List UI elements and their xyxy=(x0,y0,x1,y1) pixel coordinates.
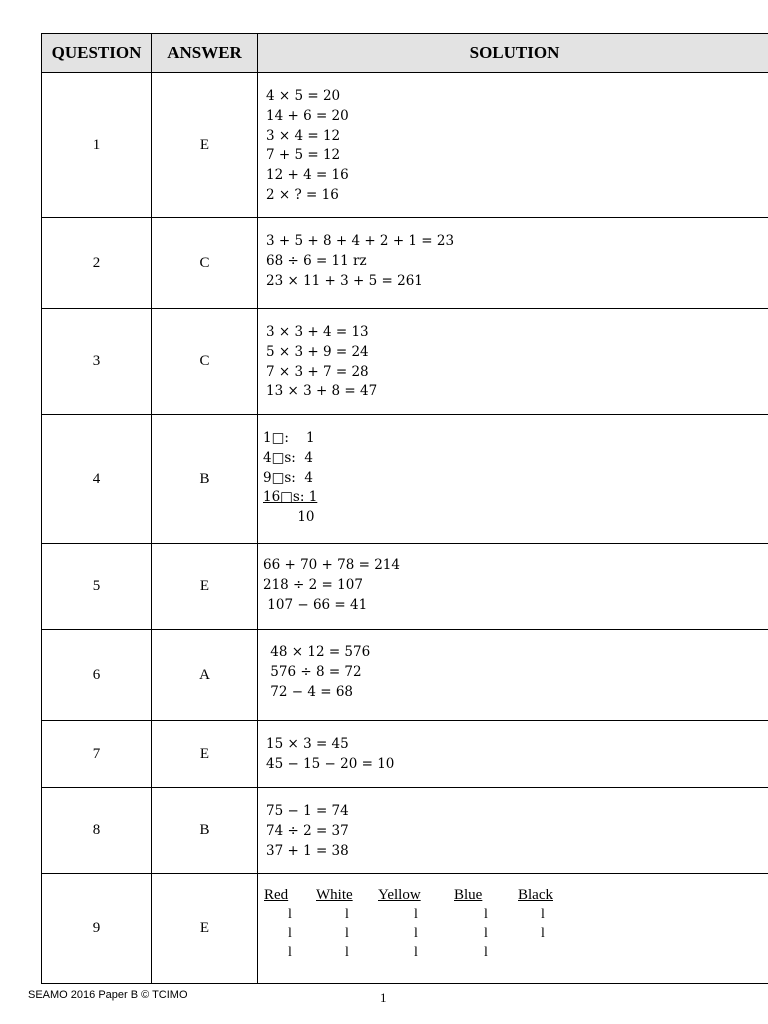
question-number: 1 xyxy=(42,73,152,218)
answer-letter: B xyxy=(152,415,258,544)
solution-line: 107 − 66 = 41 xyxy=(263,596,368,613)
table-row xyxy=(42,630,768,721)
solution-cell xyxy=(258,544,768,630)
solution-line: 7 + 5 = 12 xyxy=(266,147,341,164)
solution-line: 4□s: 4 xyxy=(263,449,313,466)
footer-copyright: SEAMO 2016 Paper B © TCIMO xyxy=(28,989,188,1001)
tally-mark: l xyxy=(484,926,488,941)
table-row xyxy=(42,874,768,984)
header-row xyxy=(42,34,768,73)
table-row xyxy=(42,721,768,788)
tally-mark: l xyxy=(541,926,545,941)
solution-cell xyxy=(258,309,768,415)
table-row xyxy=(42,415,768,544)
answer-letter: E xyxy=(152,544,258,630)
solution-line: 16□s: 1 xyxy=(263,489,318,506)
solution-cell xyxy=(258,874,768,984)
solution-line: 13 × 3 + 8 = 47 xyxy=(266,383,378,400)
question-number: 2 xyxy=(42,218,152,309)
solution-table xyxy=(41,33,768,984)
solution-line: 45 − 15 − 20 = 10 xyxy=(266,755,395,772)
color-header: Blue xyxy=(454,887,483,903)
solution-line: 3 × 3 + 4 = 13 xyxy=(266,324,369,340)
solution-line: 7 × 3 + 7 = 28 xyxy=(266,363,369,380)
tally-mark: l xyxy=(414,926,418,941)
solution-line: 12 + 4 = 16 xyxy=(266,167,349,184)
solution-line: 14 + 6 = 20 xyxy=(266,107,349,124)
table-row xyxy=(42,544,768,630)
solution-line: 37 + 1 = 38 xyxy=(266,842,349,859)
tally-mark xyxy=(518,943,568,962)
tally-mark: l xyxy=(345,926,349,941)
solution-line: 3 × 4 = 12 xyxy=(266,127,341,144)
tally-mark: l xyxy=(345,907,349,922)
solution-line: 68 ÷ 6 = 11 rz xyxy=(266,252,367,269)
solution-cell xyxy=(258,218,768,309)
solution-line: 74 ÷ 2 = 37 xyxy=(266,822,349,839)
answer-letter: A xyxy=(152,630,258,721)
table-row xyxy=(42,73,768,218)
question-number: 8 xyxy=(42,788,152,874)
question-number: 3 xyxy=(42,309,152,415)
table-row xyxy=(42,218,768,309)
solution-total: 10 xyxy=(263,509,315,526)
solution-line: 218 ÷ 2 = 107 xyxy=(263,576,363,593)
solution-cell xyxy=(258,73,768,218)
tally-mark: l xyxy=(414,907,418,922)
tally-mark: l xyxy=(484,945,488,960)
solution-cell xyxy=(258,721,768,788)
table-row xyxy=(42,788,768,874)
header-solution: SOLUTION xyxy=(258,34,768,73)
solution-line: 2 × ? = 16 xyxy=(266,186,339,203)
solution-cell xyxy=(258,788,768,874)
question-number: 9 xyxy=(42,874,152,984)
solution-line: 15 × 3 = 45 xyxy=(266,736,349,752)
header-answer: ANSWER xyxy=(152,34,258,73)
color-tally-grid xyxy=(258,874,768,962)
answer-letter: B xyxy=(152,788,258,874)
solution-line: 3 + 5 + 8 + 4 + 2 + 1 = 23 xyxy=(266,233,455,249)
solution-line: 4 × 5 = 20 xyxy=(266,88,341,104)
tally-mark: l xyxy=(288,945,292,960)
answer-letter: E xyxy=(152,73,258,218)
solution-line: 75 − 1 = 74 xyxy=(266,803,349,819)
tally-mark: l xyxy=(414,945,418,960)
question-number: 7 xyxy=(42,721,152,788)
question-number: 5 xyxy=(42,544,152,630)
answer-letter: C xyxy=(152,218,258,309)
tally-mark: l xyxy=(288,907,292,922)
answer-letter: E xyxy=(152,874,258,984)
solution-line: 48 × 12 = 576 xyxy=(266,644,371,660)
question-number: 6 xyxy=(42,630,152,721)
tally-mark: l xyxy=(484,907,488,922)
question-number: 4 xyxy=(42,415,152,544)
table-row xyxy=(42,309,768,415)
page-number: 1 xyxy=(380,990,387,1005)
solution-line: 72 − 4 = 68 xyxy=(266,683,354,700)
solution-line: 5 × 3 + 9 = 24 xyxy=(266,343,369,360)
solution-cell xyxy=(258,415,768,544)
color-header: White xyxy=(316,887,353,903)
solution-line: 23 × 11 + 3 + 5 = 261 xyxy=(266,272,423,289)
color-header: Black xyxy=(518,887,553,903)
solution-line: 9□s: 4 xyxy=(263,469,313,486)
answer-letter: E xyxy=(152,721,258,788)
solution-line: 576 ÷ 8 = 72 xyxy=(266,663,362,680)
tally-mark: l xyxy=(541,907,545,922)
solution-line: 66 + 70 + 78 = 214 xyxy=(263,557,400,573)
header-question: QUESTION xyxy=(42,34,152,73)
color-header: Red xyxy=(264,887,289,903)
color-header: Yellow xyxy=(378,887,421,903)
solution-cell xyxy=(258,630,768,721)
answer-letter: C xyxy=(152,309,258,415)
solution-line: 1□: 1 xyxy=(263,430,315,446)
tally-mark: l xyxy=(345,945,349,960)
tally-mark: l xyxy=(288,926,292,941)
